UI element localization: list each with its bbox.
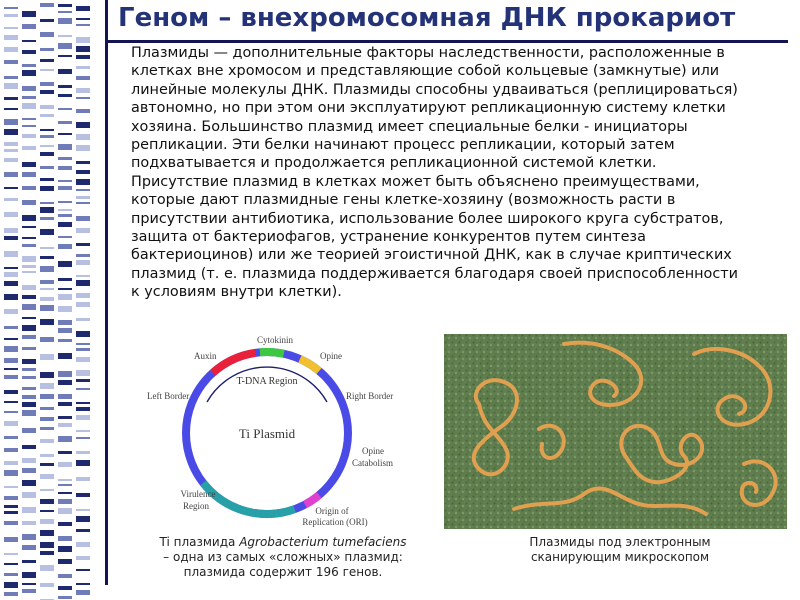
gel-band xyxy=(22,445,36,449)
gel-band xyxy=(40,48,54,51)
opine-catabolism-label-line2: Catabolism xyxy=(352,458,393,468)
gel-band xyxy=(76,542,90,547)
gel-band xyxy=(58,85,72,88)
virulence-segment xyxy=(203,483,295,514)
gel-band xyxy=(58,546,72,552)
gel-band xyxy=(22,589,36,593)
gel-band xyxy=(40,583,54,587)
gel-band xyxy=(40,280,54,284)
right-border-label: Right Border xyxy=(346,391,394,401)
gel-band xyxy=(58,201,72,203)
gel-band xyxy=(76,260,90,265)
gel-band xyxy=(40,489,54,491)
gel-band xyxy=(40,394,54,399)
gel-band xyxy=(76,477,90,481)
gel-band xyxy=(4,60,18,64)
gel-band xyxy=(4,35,18,40)
gel-band xyxy=(22,560,36,563)
gel-band xyxy=(4,338,18,340)
gel-band xyxy=(40,354,54,360)
gel-band xyxy=(22,86,36,91)
gel-band xyxy=(40,90,54,94)
gel-band xyxy=(40,305,54,311)
gel-band xyxy=(4,346,18,352)
gel-band xyxy=(58,43,72,49)
gel-band xyxy=(4,267,18,269)
gel-band xyxy=(4,309,18,314)
gel-band xyxy=(4,537,18,542)
gel-band xyxy=(76,202,90,204)
gel-band xyxy=(58,144,72,150)
gel-band xyxy=(22,347,36,350)
gel-band xyxy=(58,121,72,124)
gel-band xyxy=(22,545,36,550)
gel-band xyxy=(22,271,36,273)
gel-band xyxy=(76,170,90,174)
ti-caption-line3: плазмида содержит 196 генов. xyxy=(183,565,383,579)
gel-band xyxy=(22,244,36,247)
gel-band xyxy=(76,388,90,390)
gel-band xyxy=(58,596,72,599)
gel-band xyxy=(40,19,54,22)
gel-band xyxy=(4,27,18,29)
opine-label: Opine xyxy=(320,351,342,361)
gel-band xyxy=(40,510,54,512)
gel-band xyxy=(76,407,90,411)
gel-band xyxy=(22,534,36,540)
gel-band xyxy=(76,66,90,69)
gel-band xyxy=(22,395,36,399)
gel-band xyxy=(58,294,72,300)
gel-band xyxy=(76,109,90,113)
gel-band xyxy=(76,189,90,191)
gel-band xyxy=(4,436,18,439)
ti-plasmid-center-label: Ti Plasmid xyxy=(238,426,296,441)
gel-band xyxy=(40,202,54,204)
cytokinin-segment xyxy=(260,352,284,354)
gel-band xyxy=(76,145,90,151)
gel-band xyxy=(40,427,54,430)
gel-band xyxy=(4,198,18,201)
gel-band xyxy=(4,592,18,596)
gel-band xyxy=(76,437,90,439)
gel-band xyxy=(76,37,90,43)
gel-band xyxy=(40,129,54,131)
gel-band xyxy=(40,454,54,457)
virulence-label-line2: Region xyxy=(183,501,209,511)
gel-band xyxy=(58,4,72,7)
ti-caption-prefix: Ti плазмида xyxy=(159,535,240,549)
auxin-label: Auxin xyxy=(194,351,217,361)
gel-band xyxy=(4,358,18,363)
gel-band xyxy=(58,157,72,160)
gel-band xyxy=(40,499,54,504)
gel-band xyxy=(4,563,18,565)
gel-band xyxy=(4,505,18,508)
gel-band xyxy=(22,11,36,17)
gel-band xyxy=(4,272,18,277)
micrograph-caption-line1: Плазмиды под электронным xyxy=(529,535,711,549)
gel-bands-graphic xyxy=(0,0,98,600)
gel-band xyxy=(40,217,54,220)
gel-band xyxy=(76,357,90,362)
gel-band xyxy=(58,35,72,37)
gel-band xyxy=(40,135,54,138)
gel-band xyxy=(58,236,72,238)
gel-band xyxy=(58,451,72,454)
virulence-label-line1: Virulence xyxy=(180,489,216,499)
gel-band xyxy=(58,209,72,211)
gel-band xyxy=(58,586,72,590)
gel-band xyxy=(40,297,54,301)
gel-band xyxy=(58,55,72,57)
gel-band xyxy=(22,125,36,127)
gel-band xyxy=(58,416,72,419)
gel-band xyxy=(58,11,72,13)
gel-band xyxy=(22,295,36,299)
gel-band xyxy=(22,256,36,262)
gel-band xyxy=(22,103,36,109)
gel-band xyxy=(22,162,36,167)
gel-band xyxy=(22,64,36,67)
gel-band xyxy=(40,417,54,421)
gel-band xyxy=(58,222,72,227)
gel-band xyxy=(76,76,90,80)
vertical-divider xyxy=(105,0,108,585)
gel-band xyxy=(40,463,54,466)
gel-band xyxy=(22,359,36,364)
gel-band xyxy=(58,320,72,325)
gel-band xyxy=(76,415,90,420)
gel-band xyxy=(4,14,18,17)
gel-band xyxy=(40,229,54,235)
gel-band xyxy=(22,186,36,190)
gel-band xyxy=(58,328,72,333)
gel-band xyxy=(76,331,90,337)
micrograph-caption-line2: сканирующим микроскопом xyxy=(530,550,710,564)
gel-band xyxy=(40,530,54,536)
gel-band xyxy=(58,180,72,182)
gel-band xyxy=(76,55,90,59)
gel-band xyxy=(76,302,90,307)
gel-band xyxy=(76,370,90,376)
gel-band xyxy=(58,522,72,526)
gel-band xyxy=(58,133,72,135)
gel-band xyxy=(58,479,72,481)
gel-band xyxy=(4,158,18,162)
gel-band xyxy=(4,390,18,394)
gel-band xyxy=(40,59,54,62)
electron-micrograph-image xyxy=(444,334,787,529)
gel-band xyxy=(76,516,90,522)
gel-band xyxy=(22,376,36,379)
gel-band xyxy=(4,411,18,413)
gel-band xyxy=(22,468,36,473)
gel-band xyxy=(58,492,72,494)
gel-band xyxy=(40,3,54,7)
gel-band xyxy=(58,462,72,467)
gel-band xyxy=(76,275,90,277)
gel-band xyxy=(76,318,90,321)
gel-band xyxy=(76,97,90,99)
gel-band xyxy=(22,285,36,290)
gel-band xyxy=(76,583,90,585)
gel-band xyxy=(22,237,36,239)
gel-band xyxy=(58,94,72,97)
gel-band xyxy=(4,486,18,488)
micrograph-caption xyxy=(490,535,750,565)
gel-band xyxy=(4,326,18,329)
gel-band xyxy=(76,161,90,164)
slide-title: Геном – внехромосомная ДНК прокариот xyxy=(118,3,736,33)
gel-band xyxy=(76,293,90,298)
gel-band xyxy=(4,281,18,286)
origin-segment xyxy=(305,495,319,505)
gel-band xyxy=(76,254,90,257)
gel-band xyxy=(58,278,72,281)
gel-band xyxy=(4,7,18,9)
gel-band xyxy=(4,212,18,217)
gel-band xyxy=(22,428,36,433)
gel-band xyxy=(4,142,18,146)
gel-band xyxy=(4,149,18,152)
gel-band xyxy=(76,430,90,432)
t-dna-region-label: T-DNA Region xyxy=(236,376,298,387)
gel-band xyxy=(4,251,18,257)
gel-band xyxy=(76,134,90,140)
gel-band xyxy=(4,448,18,452)
gel-band xyxy=(22,335,36,339)
gel-band xyxy=(40,166,54,169)
gel-band xyxy=(76,243,90,246)
gel-band xyxy=(58,288,72,290)
gel-band xyxy=(22,507,36,513)
gel-band xyxy=(40,186,54,191)
gel-band xyxy=(76,493,90,497)
gel-band xyxy=(22,458,36,463)
gel-band xyxy=(4,582,18,588)
origin-label-line1: Origin of xyxy=(315,506,349,516)
gel-band xyxy=(76,196,90,199)
gel-band xyxy=(58,574,72,578)
gel-band xyxy=(4,294,18,300)
gel-band xyxy=(22,410,36,416)
gel-band xyxy=(4,421,18,426)
gel-band xyxy=(4,129,18,135)
gel-band xyxy=(76,556,90,560)
gel-band xyxy=(4,553,18,555)
gel-band xyxy=(4,573,18,576)
micrograph-graphic xyxy=(444,334,787,529)
gel-band xyxy=(58,214,72,217)
gel-band xyxy=(4,187,18,189)
gel-band xyxy=(40,383,54,389)
gel-band xyxy=(4,521,18,525)
gel-band xyxy=(76,24,90,26)
gel-band xyxy=(4,228,18,233)
gel-band xyxy=(58,536,72,541)
gel-band xyxy=(40,337,54,342)
paragraph-plasmid-definition: Плазмиды — дополнительные факторы наследственности, расположенные в клетках вне хромосом и представляющие собой кольцевые (замкнутые) или линейные молекулы ДНК. Плазмиды способны удваиваться (реплицироваться) автономно, но при этом они эксплуатируют репликационную систему клетки хозяина. Большинство плазмид имеет специальные белки - инициаторы репликации. Эти белки начинают процесс репликации, который затем подхватывается и продолжается репликационной системой клетки. xyxy=(131,45,738,172)
gel-band xyxy=(22,200,36,205)
gel-band xyxy=(40,207,54,213)
origin-label-line2: Replication (ORI) xyxy=(302,517,368,527)
gel-band xyxy=(76,590,90,595)
gel-band xyxy=(4,47,18,52)
dna-gel-decoration xyxy=(0,0,98,600)
gel-band xyxy=(22,40,36,42)
gel-band xyxy=(22,215,36,221)
ti-plasmid-caption xyxy=(128,535,438,580)
gel-band xyxy=(22,368,36,371)
gel-band xyxy=(22,24,36,29)
gel-band xyxy=(40,407,54,410)
cytokinin-label: Cytokinin xyxy=(256,335,294,345)
gel-band xyxy=(40,266,54,272)
gel-band xyxy=(4,401,18,403)
gel-band xyxy=(4,97,18,100)
gel-band xyxy=(58,306,72,312)
gel-band xyxy=(58,166,72,170)
gel-band xyxy=(40,519,54,524)
gel-band xyxy=(58,380,72,385)
gel-band xyxy=(76,529,90,532)
gel-band xyxy=(40,565,54,571)
gel-band xyxy=(58,339,72,342)
gel-band xyxy=(22,583,36,585)
gel-band xyxy=(22,480,36,486)
gel-band xyxy=(40,145,54,147)
gel-band xyxy=(76,46,90,52)
gel-band xyxy=(22,172,36,177)
gel-band xyxy=(22,402,36,407)
gel-band xyxy=(40,256,54,259)
gel-band xyxy=(58,436,72,442)
gel-band xyxy=(76,348,90,351)
gel-band xyxy=(40,114,54,117)
gel-band xyxy=(40,178,54,181)
gel-band xyxy=(40,319,54,325)
gel-band xyxy=(22,70,36,76)
gel-band xyxy=(58,18,72,24)
opine-catabolism-label-line1: Opine xyxy=(362,446,384,456)
title-underline xyxy=(108,40,788,43)
ti-plasmid-svg xyxy=(120,330,430,530)
gel-band xyxy=(40,32,54,37)
gel-band xyxy=(40,82,54,86)
body-text xyxy=(131,44,751,302)
gel-band xyxy=(58,394,72,399)
ti-plasmid-diagram xyxy=(120,330,430,530)
gel-band xyxy=(58,559,72,564)
gel-band xyxy=(4,496,18,500)
gel-band xyxy=(76,88,90,93)
gel-band xyxy=(76,509,90,511)
gel-band xyxy=(76,228,90,233)
gel-band xyxy=(22,226,36,228)
gel-band xyxy=(76,569,90,571)
gel-band xyxy=(58,69,72,74)
gel-band xyxy=(22,265,36,268)
gel-band xyxy=(58,108,72,110)
gel-band xyxy=(4,83,18,89)
species-name: Agrobacterium tumefaciens xyxy=(239,535,407,549)
gel-band xyxy=(40,551,54,555)
gel-band xyxy=(58,186,72,190)
gel-band xyxy=(58,371,72,377)
gel-band xyxy=(76,179,90,185)
gel-band xyxy=(22,118,36,120)
gel-band xyxy=(58,353,72,359)
gel-band xyxy=(22,521,36,525)
left-border-label: Left Border xyxy=(147,391,190,401)
gel-band xyxy=(58,261,72,267)
ti-caption-line1 xyxy=(128,535,438,550)
gel-band xyxy=(22,492,36,498)
gel-band xyxy=(58,423,72,427)
gel-band xyxy=(4,108,18,110)
gel-band xyxy=(58,244,72,249)
gel-band xyxy=(58,484,72,486)
gel-band xyxy=(4,461,18,465)
gel-band xyxy=(40,288,54,290)
gel-band xyxy=(4,76,18,79)
gel-band xyxy=(76,451,90,454)
gel-band xyxy=(58,508,72,514)
gel-band xyxy=(58,402,72,406)
gel-band xyxy=(40,474,54,479)
gel-band xyxy=(22,325,36,331)
gel-band xyxy=(76,280,90,286)
gel-band xyxy=(76,343,90,345)
gel-band xyxy=(40,69,54,71)
gel-band xyxy=(76,122,90,128)
gel-band xyxy=(22,317,36,319)
gel-band xyxy=(22,134,36,138)
gel-band xyxy=(22,146,36,150)
gel-band xyxy=(4,172,18,177)
gel-band xyxy=(22,96,36,99)
gel-band xyxy=(40,152,54,156)
gel-band xyxy=(22,572,36,578)
gel-band xyxy=(4,375,18,379)
gel-band xyxy=(40,439,54,443)
gel-band xyxy=(4,236,18,240)
gel-band xyxy=(40,372,54,378)
gel-band xyxy=(22,50,36,54)
gel-band xyxy=(76,6,90,11)
gel-band xyxy=(40,247,54,249)
opine-segment xyxy=(300,359,319,371)
gel-band xyxy=(22,387,36,390)
gel-band xyxy=(76,460,90,466)
gel-band xyxy=(40,542,54,548)
gel-band xyxy=(4,511,18,514)
gel-band xyxy=(4,368,18,370)
paragraph-plasmid-advantages: Присутствие плазмид в клетках может быть объяснено преимуществами, которые дают плазмидные гены клетке-хозяину (возможность расти в присутствии антибиотика, использование более широкого круга субстратов, защита от бактериофагов, устранение конкурентов путем синтеза бактериоцинов) или же теорией эгоистичной ДНК, как в случае криптических плазмид (т. е. плазмида поддерживается благодаря своей приспособленности к условиям внутри клетки). xyxy=(131,173,738,301)
gel-band xyxy=(4,470,18,476)
gel-band xyxy=(22,304,36,310)
gel-band xyxy=(76,402,90,404)
gel-band xyxy=(4,119,18,125)
gel-band xyxy=(76,18,90,20)
gel-band xyxy=(58,499,72,504)
gel-band xyxy=(76,216,90,221)
gel-band xyxy=(76,379,90,382)
gel-band xyxy=(40,105,54,109)
ti-caption-line2: – одна из самых «сложных» плазмид: xyxy=(163,550,403,564)
